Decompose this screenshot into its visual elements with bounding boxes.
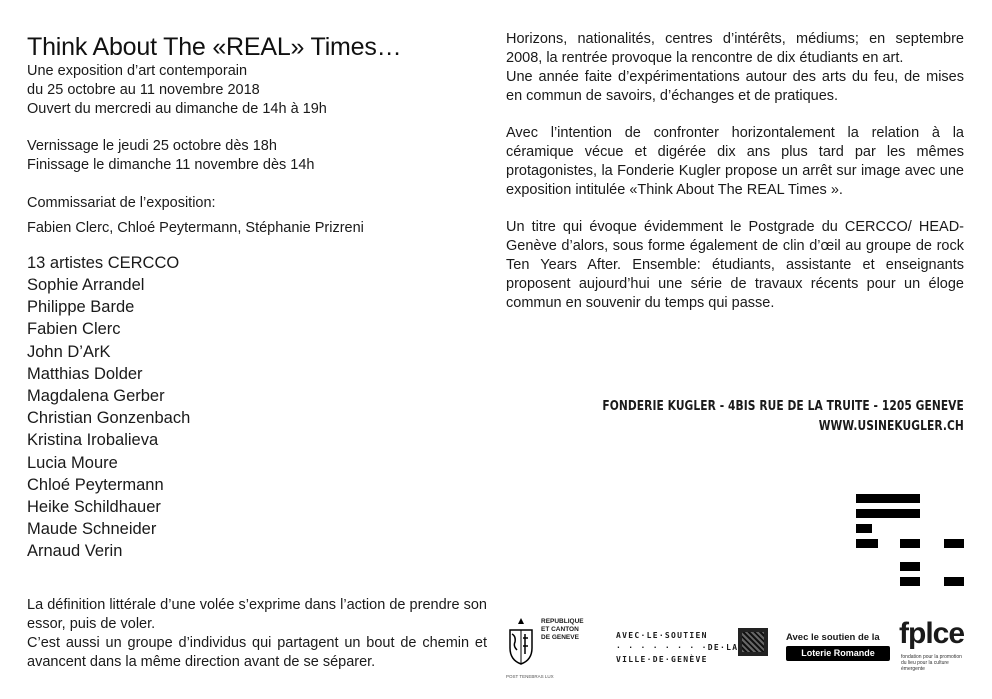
- description-paragraph-1a: Horizons, nationalités, centres d’intérêts, médiums; en septembre 2008, la rentrée provoque la rencontre de dix étudiants en art.: [506, 31, 964, 66]
- canton-caption: POST TENEBRAS LUX: [506, 674, 554, 679]
- opening-hours: Ouvert du mercredi au dimanche de 14h à 19h: [27, 101, 327, 117]
- artist-name: Chloé Peytermann: [27, 475, 164, 494]
- description-paragraph-1b: Une année faite d’expérimentations autour des arts du feu, de mises en commun de savoirs, d’échanges et de pratiques.: [506, 69, 964, 104]
- canton-line: DE GENEVE: [541, 634, 579, 641]
- artist-name: Kristina Irobalieva: [27, 431, 159, 450]
- exhibition-dates: du 25 octobre au 11 novembre 2018: [27, 82, 260, 98]
- artist-name: Maude Schneider: [27, 520, 157, 539]
- ville-de-geneve-logo: [616, 630, 738, 666]
- vernissage-text: Vernissage le jeudi 25 octobre dès 18h: [27, 138, 277, 154]
- fplce-logo: fplce: [899, 617, 965, 650]
- exhibition-title: Think About The «REAL» Times…: [27, 33, 402, 61]
- artist-name: Matthias Dolder: [27, 364, 143, 383]
- curators-label: Commissariat de l’exposition:: [27, 195, 216, 211]
- left-column: [27, 32, 489, 563]
- definition-block: [27, 596, 487, 672]
- artists-heading: 13 artistes CERCCO: [27, 254, 180, 272]
- venue-website[interactable]: WWW.USINEKUGLER.CH: [818, 419, 964, 434]
- venue-block: [602, 397, 964, 437]
- right-column: [506, 30, 964, 313]
- artist-name: John D’ArK: [27, 342, 111, 361]
- sponsors-bar: [506, 610, 966, 690]
- canton-line: REPUBLIQUE: [541, 618, 584, 625]
- artist-name: Christian Gonzenbach: [27, 409, 191, 428]
- loterie-caption: Avec le soutien de la: [786, 632, 880, 643]
- ville-line: VILLE·DE·GENÈVE: [616, 655, 708, 664]
- artist-name: Magdalena Gerber: [27, 387, 165, 406]
- partner-square-logo: [738, 628, 768, 656]
- geneva-crest-icon: [506, 616, 536, 676]
- artist-name: Sophie Arrandel: [27, 276, 145, 294]
- fplce-caption: fondation pour la promotion du lieu pour la culture émergente: [901, 654, 962, 672]
- fonderie-kugler-logo: [856, 494, 964, 594]
- venue-address: FONDERIE KUGLER - 4BIS RUE DE LA TRUITE - 1205 GENEVE: [602, 399, 964, 414]
- finissage-text: Finissage le dimanche 11 novembre dès 14h: [27, 157, 315, 173]
- canton-line: ET CANTON: [541, 626, 579, 633]
- canton-geneve-text: [541, 618, 593, 642]
- artist-name: Fabien Clerc: [27, 320, 121, 339]
- ville-line: · · · · · · · ·DE·LA: [616, 643, 739, 652]
- definition-paragraph-2: C’est aussi un groupe d’individus qui partagent un bout de chemin et avancent dans la même direction avant de se séparer.: [27, 635, 487, 670]
- loterie-romande-logo: Loterie Romande: [786, 646, 890, 661]
- artist-name: Philippe Barde: [27, 298, 135, 317]
- description-paragraph-2: Avec l’intention de confronter horizontalement la relation à la céramique vécue et digérée dix ans plus tard par les mêmes protagonistes, la Fonderie Kugler propose un arrêt sur image avec une exposition intitulée «Think About The REAL Times ».: [506, 125, 964, 198]
- ville-line: AVEC·LE·SOUTIEN: [616, 631, 708, 640]
- definition-paragraph-1: La définition littérale d’une volée s’exprime dans l’action de prendre son essor, puis de voler.: [27, 597, 487, 632]
- curators-names: Fabien Clerc, Chloé Peytermann, Stéphanie Prizreni: [27, 220, 364, 236]
- exhibition-subtitle: Une exposition d’art contemporain: [27, 63, 248, 79]
- artist-name: Heike Schildhauer: [27, 498, 161, 517]
- artist-name: Arnaud Verin: [27, 542, 123, 561]
- description-paragraph-3: Un titre qui évoque évidemment le Postgrade du CERCCO/ HEAD-Genève d’alors, sous forme également de clin d’œil au groupe de rock Ten Years After. Ensemble: étudiants, assistante et enseignants proposent aujourd’hui une série de travaux récents pour un éloge commun en souvenir du temps qui passe.: [506, 219, 964, 311]
- artist-name: Lucia Moure: [27, 453, 118, 472]
